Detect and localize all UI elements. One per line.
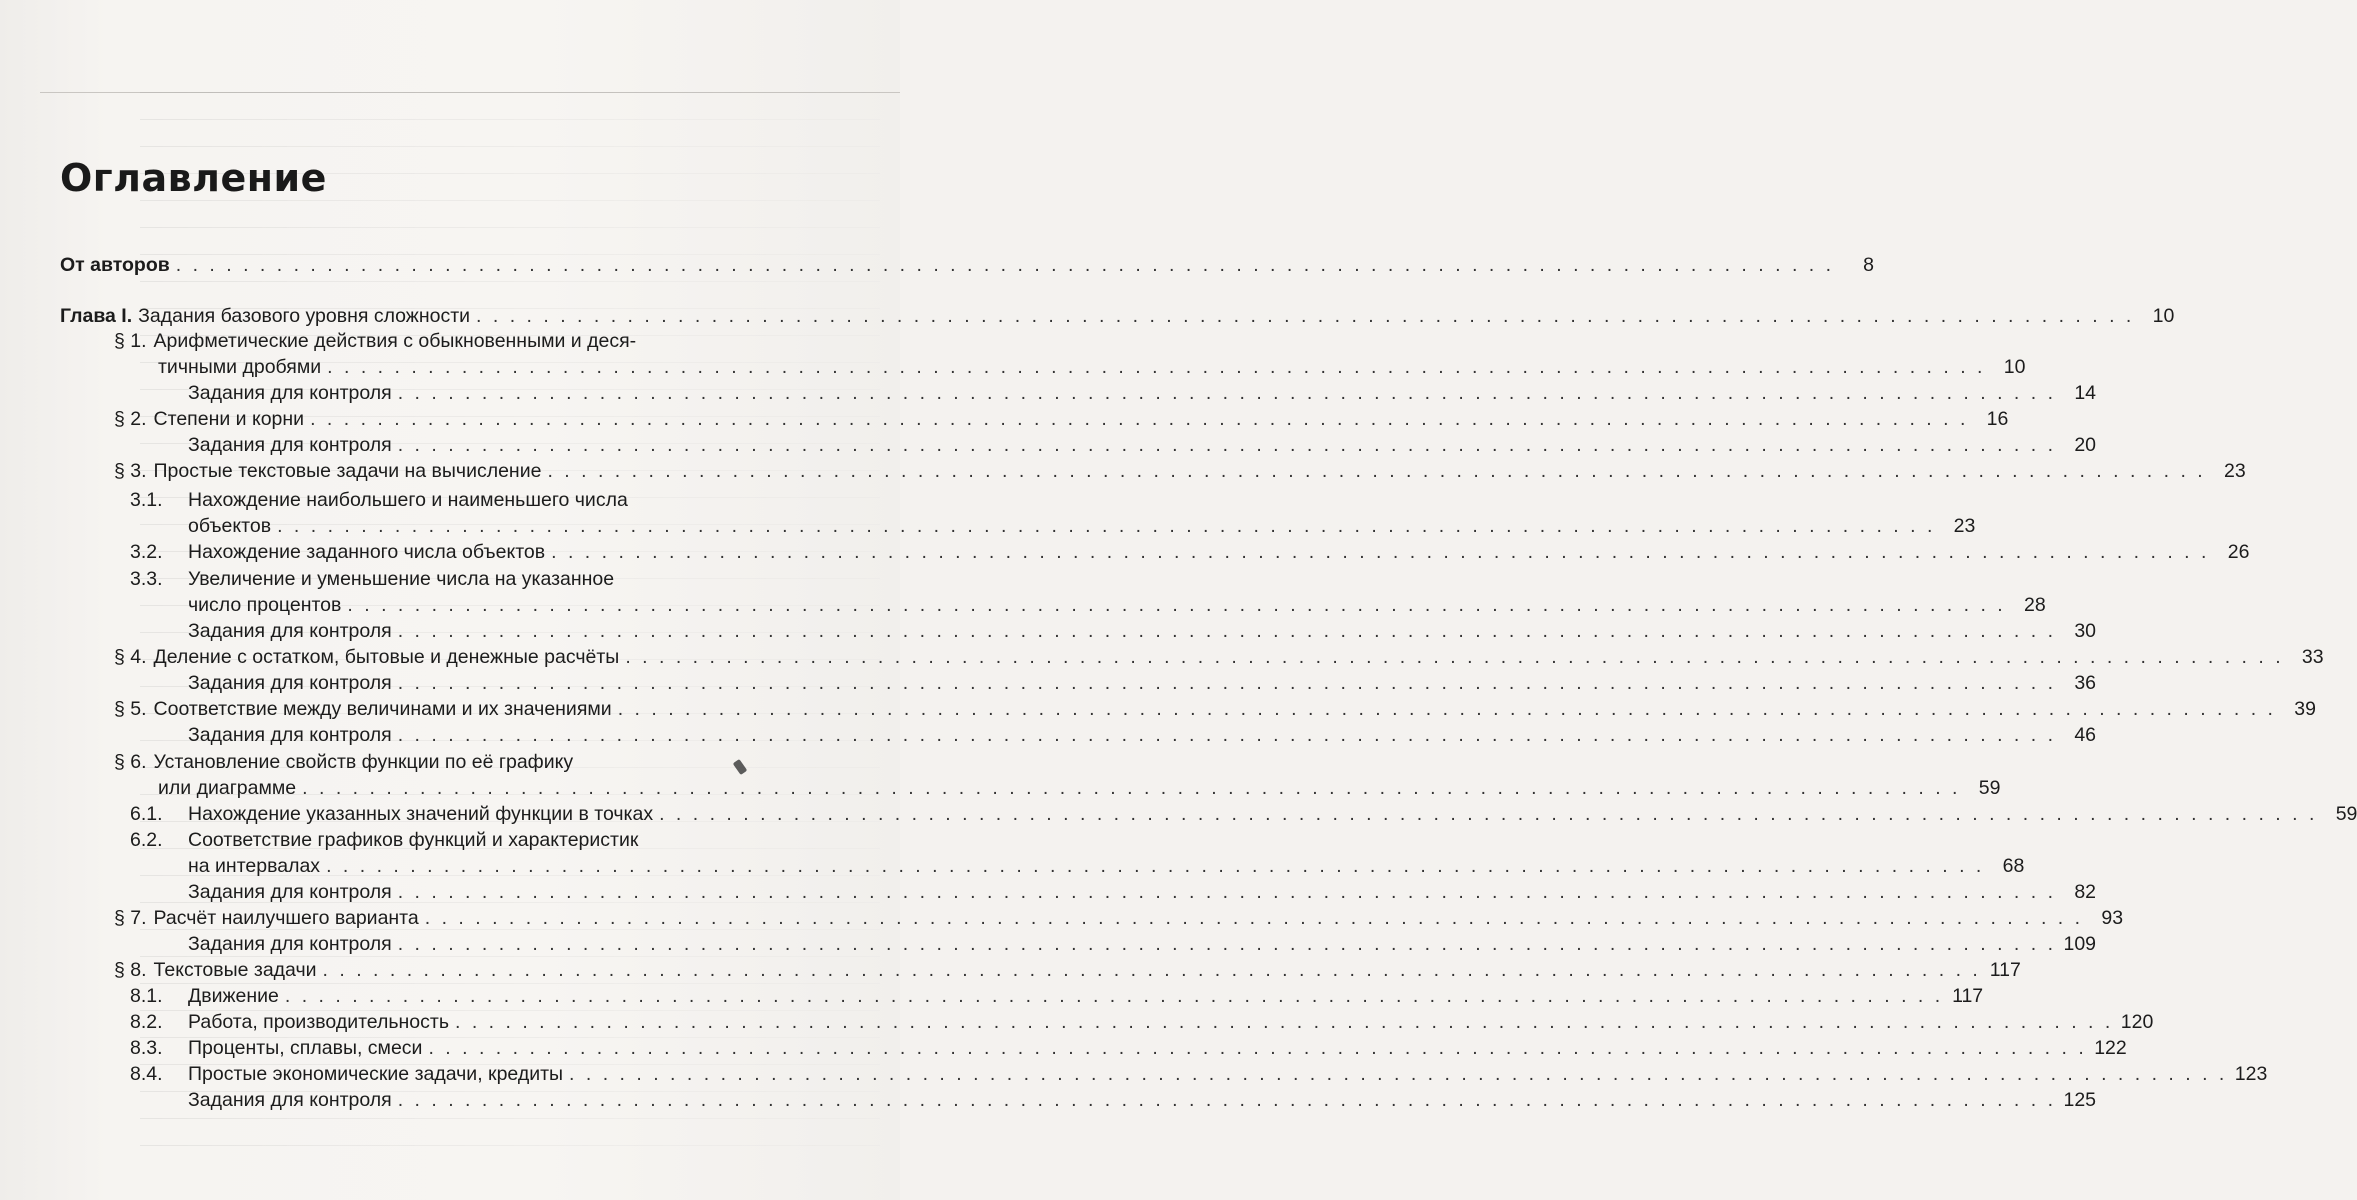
toc-entry <box>114 408 2009 434</box>
toc-entry-text: Расчёт наилучшего варианта <box>153 907 419 929</box>
toc-section-number: § 6. <box>114 751 147 773</box>
toc-entry-text: Задания для контроля <box>188 724 392 746</box>
toc-entry <box>188 382 2097 408</box>
toc-subsection-number: 3.2. <box>130 541 163 563</box>
toc-page-number: 20 <box>2074 434 2097 456</box>
toc-entry-text: Задания для контроля <box>188 672 392 694</box>
toc-subsection-number: 3.3. <box>130 568 163 590</box>
toc-leader-dots <box>327 356 1985 379</box>
toc-entry-text: Установление свойств функции по её графику <box>153 751 574 773</box>
toc-entry-text: Увеличение и уменьшение числа на указанное <box>188 568 615 590</box>
toc-page-number: 10 <box>2152 305 2175 327</box>
toc-page-number: 46 <box>2074 724 2097 746</box>
toc-entry-text: объектов <box>188 515 272 537</box>
toc-page-number: 14 <box>2074 382 2097 404</box>
toc-entry <box>188 672 2097 698</box>
toc-page-number: 8 <box>1863 254 1875 276</box>
toc-leader-dots <box>310 408 1968 431</box>
toc-leader-dots <box>176 254 1834 277</box>
toc-leader-dots <box>569 1063 2227 1086</box>
toc-leader-dots <box>285 985 1943 1008</box>
toc-entry <box>114 646 2324 672</box>
toc-entry-text: Арифметические действия с обыкновенными и деся- <box>153 330 637 352</box>
toc-page-number: 26 <box>2227 541 2250 563</box>
toc-leader-dots <box>625 646 2283 669</box>
toc-leader-dots <box>425 907 2083 930</box>
toc-entry <box>130 541 2250 567</box>
toc-entry-text: Задания для контроля <box>188 382 392 404</box>
toc-page-number: 93 <box>2101 907 2124 929</box>
toc-leader-dots <box>398 881 2056 904</box>
toc-entry-text: Задания для контроля <box>188 933 392 955</box>
toc-entry <box>130 1037 2127 1063</box>
toc-entry <box>114 959 2021 985</box>
toc-entry-text: на интервалах <box>188 855 321 877</box>
toc-entry-text: Проценты, сплавы, смеси <box>188 1037 423 1059</box>
toc-subsection-number: 6.2. <box>130 829 163 851</box>
toc-page-number: 16 <box>1986 408 2009 430</box>
toc-leader-dots <box>428 1037 2086 1060</box>
toc-entry <box>188 515 1976 541</box>
toc-leader-dots <box>277 515 1935 538</box>
toc-leader-dots <box>347 594 2005 617</box>
toc-entry <box>130 829 805 855</box>
toc-leader-dots <box>551 541 2209 564</box>
toc-entry <box>158 777 2001 803</box>
toc-entry <box>188 933 2097 959</box>
toc-entry <box>130 489 805 515</box>
toc-entry-text: Задания для контроля <box>188 434 392 456</box>
toc-page-number: 59 <box>1978 777 2001 799</box>
toc-entry-text: Простые текстовые задачи на вычисление <box>153 460 542 482</box>
toc-leader-dots <box>398 620 2056 643</box>
toc-entry-text: Соответствие графиков функций и характеристик <box>188 829 639 851</box>
toc-leader-dots <box>398 672 2056 695</box>
toc-leader-dots <box>398 434 2056 457</box>
toc-entry-text: Работа, производительность <box>188 1011 449 1033</box>
toc-entry <box>188 620 2097 646</box>
toc-entry-text: тичными дробями <box>158 356 322 378</box>
toc-entry-text: Задания для контроля <box>188 1089 392 1111</box>
toc-leader-dots <box>398 382 2056 405</box>
toc-leader-dots <box>326 855 1984 878</box>
toc-entry <box>130 1063 2268 1089</box>
toc-page-number: 117 <box>1952 985 1984 1007</box>
toc-entry <box>130 803 2357 829</box>
toc-leader-dots <box>398 1089 2056 1112</box>
toc-entry <box>60 254 1875 280</box>
toc-entry-text: Деление с остатком, бытовые и денежные расчёты <box>153 646 620 668</box>
toc-entry-text: Нахождение заданного числа объектов <box>188 541 546 563</box>
toc-page-number: 123 <box>2234 1063 2268 1085</box>
toc-entry-text: Текстовые задачи <box>153 959 317 981</box>
toc-page-number: 10 <box>2003 356 2026 378</box>
toc-leader-dots <box>476 305 2134 328</box>
toc-entry <box>158 356 2026 382</box>
toc-entry-text: Степени и корни <box>153 408 305 430</box>
toc-entry <box>130 1011 2154 1037</box>
toc-subsection-number: 8.1. <box>130 985 163 1007</box>
toc-subsection-number: 8.4. <box>130 1063 163 1085</box>
toc-entry <box>188 1089 2097 1115</box>
toc-leader-dots <box>398 933 2056 956</box>
toc-leader-dots <box>547 460 2205 483</box>
toc-entry <box>130 985 1984 1011</box>
toc-leader-dots <box>618 698 2276 721</box>
toc-entry-text: Задания для контроля <box>188 881 392 903</box>
toc-section-number: § 8. <box>114 959 147 981</box>
toc-chapter-label: Глава I. <box>60 305 133 327</box>
toc-section-number: § 4. <box>114 646 147 668</box>
toc-section-number: § 3. <box>114 460 147 482</box>
toc-entry-text: Задания для контроля <box>188 620 392 642</box>
toc-page-number: 30 <box>2074 620 2097 642</box>
toc-entry-text: число процентов <box>188 594 342 616</box>
page-title: Оглавление <box>60 156 327 200</box>
toc-page-number: 39 <box>2294 698 2316 720</box>
toc-entry-text: или диаграмме <box>158 777 297 799</box>
toc-page-number: 82 <box>2074 881 2097 903</box>
toc-entry <box>188 594 2046 620</box>
toc-leader-dots <box>323 959 1981 982</box>
toc-page-number: 23 <box>1953 515 1976 537</box>
toc-leader-dots <box>302 777 1960 800</box>
toc-entry-text: Нахождение указанных значений функции в точках <box>188 803 654 825</box>
toc-entry-text: Соответствие между величинами и их значениями <box>153 698 612 720</box>
toc-page-number: 122 <box>2094 1037 2127 1059</box>
toc-entry <box>114 460 2246 486</box>
toc-leader-dots <box>398 724 2056 747</box>
toc-page-number: 28 <box>2024 594 2046 616</box>
toc-page-number: 36 <box>2074 672 2097 694</box>
toc-leader-dots <box>455 1011 2113 1034</box>
toc-subsection-number: 8.2. <box>130 1011 163 1033</box>
toc-page-number: 125 <box>2063 1089 2097 1111</box>
toc-entry <box>188 855 2025 881</box>
bleed-through-rule <box>40 92 900 93</box>
toc-section-number: § 2. <box>114 408 147 430</box>
toc-subsection-number: 6.1. <box>130 803 163 825</box>
toc-entry <box>188 881 2097 907</box>
toc-subsection-number: 8.3. <box>130 1037 163 1059</box>
toc-page-number: 117 <box>1989 959 2021 981</box>
toc-entry-text: Задания базового уровня сложности <box>138 305 471 327</box>
toc-entry-text: Нахождение наибольшего и наименьшего числа <box>188 489 628 511</box>
toc-entry <box>114 698 2316 724</box>
toc-entry <box>60 305 2175 331</box>
toc-page-number: 23 <box>2224 460 2246 482</box>
toc-section-number: § 5. <box>114 698 147 720</box>
toc-entry <box>114 907 2124 933</box>
toc-entry-text: Движение <box>188 985 279 1007</box>
toc-page-number: 68 <box>2002 855 2025 877</box>
toc-section-number: § 1. <box>114 330 147 352</box>
toc-page-number: 120 <box>2120 1011 2154 1033</box>
toc-page-number: 33 <box>2301 646 2324 668</box>
toc-entry <box>114 751 805 777</box>
toc-entry <box>130 568 805 594</box>
toc-page-number: 59 <box>2335 803 2357 825</box>
toc-entry <box>114 330 805 356</box>
toc-entry-text: От авторов <box>60 254 170 276</box>
toc-section-number: § 7. <box>114 907 147 929</box>
toc-entry <box>188 434 2097 460</box>
toc-entry-text: Простые экономические задачи, кредиты <box>188 1063 564 1085</box>
toc-entry <box>188 724 2097 750</box>
toc-leader-dots <box>659 803 2317 826</box>
toc-page-number: 109 <box>2063 933 2097 955</box>
toc-subsection-number: 3.1. <box>130 489 163 511</box>
